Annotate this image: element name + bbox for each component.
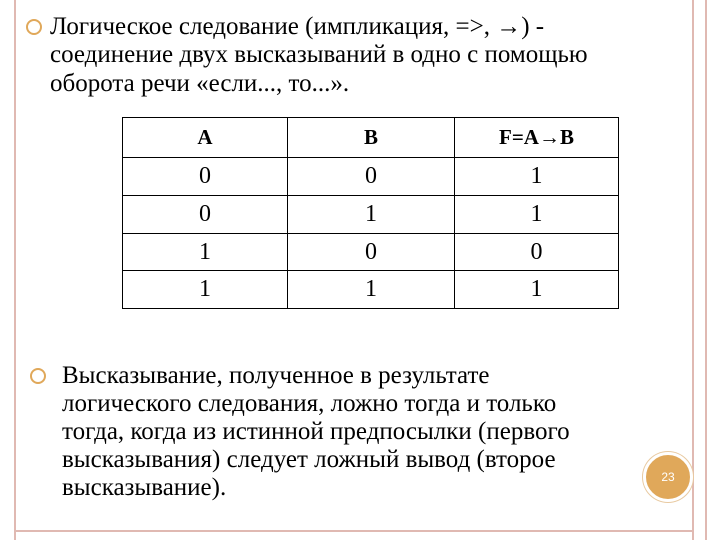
cell: 0: [288, 234, 455, 271]
definition-title: Логическое следование (импликация, =>, →) -: [50, 13, 545, 40]
table-row: [123, 158, 619, 196]
explanation-line-4: высказывания) следует ложный вывод (второе: [62, 446, 556, 473]
table-header-row: [123, 118, 619, 158]
cell: 1: [288, 271, 455, 309]
bullet-icon: [26, 19, 42, 35]
explanation-line-5: высказывание).: [62, 474, 227, 501]
cell: 0: [288, 158, 455, 196]
cell: 1: [455, 271, 619, 309]
frame-left-line: [14, 0, 16, 540]
header-a: A: [123, 118, 288, 158]
table-row: [123, 234, 619, 271]
definition-line-2: соединение двух высказываний в одно с помощью: [50, 41, 588, 68]
bullet-icon: [30, 368, 46, 384]
table-row: [123, 271, 619, 309]
truth-table: [122, 117, 619, 309]
cell: 1: [288, 196, 455, 234]
header-f: F=A→B: [455, 118, 619, 158]
definition-line-3: оборота речи «если..., то...».: [50, 70, 350, 97]
table-row: [123, 196, 619, 234]
page-number-badge: 23: [643, 452, 693, 502]
cell: 1: [123, 271, 288, 309]
frame-right-line-outer: [705, 0, 707, 540]
header-b: B: [288, 118, 455, 158]
explanation-line-2: логического следования, ложно тогда и только: [62, 390, 557, 417]
cell: 0: [123, 196, 288, 234]
cell: 0: [455, 234, 619, 271]
cell: 0: [123, 158, 288, 196]
cell: 1: [455, 196, 619, 234]
cell: 1: [123, 234, 288, 271]
explanation-line-3: тогда, когда из истинной предпосылки (первого: [62, 418, 570, 445]
frame-right-line: [692, 0, 694, 540]
cell: 1: [455, 158, 619, 196]
frame-bottom-line: [14, 530, 694, 532]
explanation-line-1: Высказывание, полученное в результате: [62, 362, 490, 389]
